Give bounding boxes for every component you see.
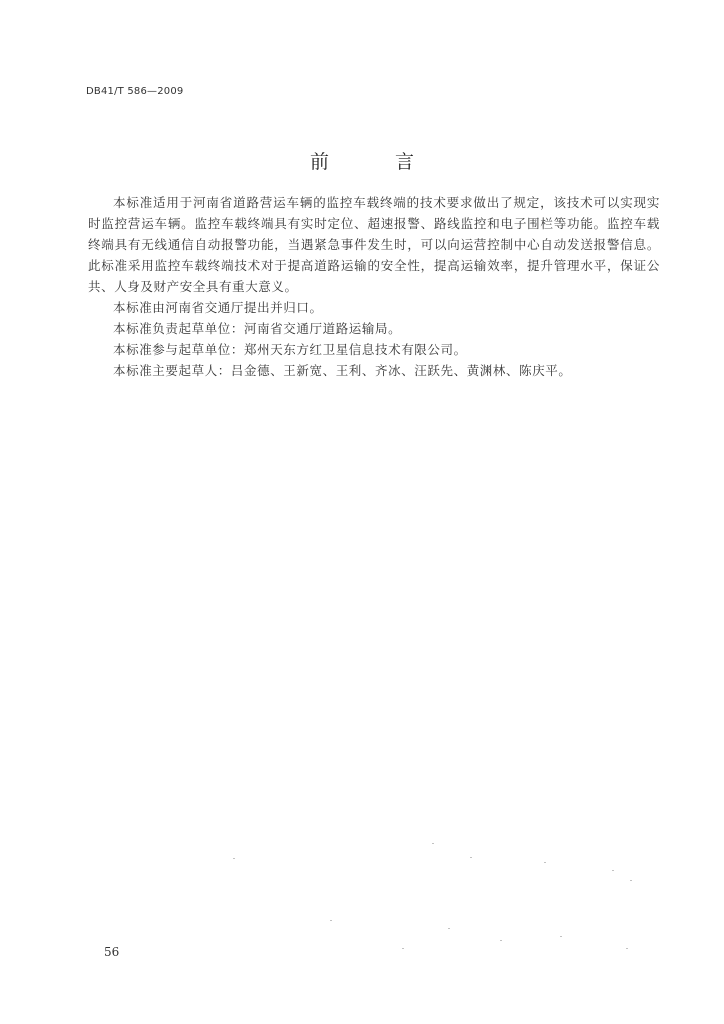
scan-speck (544, 862, 546, 863)
scan-speck (470, 857, 472, 858)
scan-speck (432, 843, 434, 844)
paragraph-scope: 本标准适用于河南省道路营运车辆的监控车载终端的技术要求做出了规定，该技术可以实现实时监控营运车辆。监控车载终端具有实时定位、超速报警、路线监控和电子围栏等功能。监控车载终端具有无线通信自动报警功能，当遇紧急事件发生时，可以向运营控制中心自动发送报警信息。此标准采用监控车载终端技术对于提高道路运输的安全性，提高运输效率，提升管理水平，保证公共、人身及财产安全具有重大意义。 (88, 195, 660, 294)
page-title: 前 言 (309, 151, 445, 173)
scan-speck (630, 880, 632, 881)
scan-speck (330, 920, 332, 921)
paragraph-drafting-unit: 本标准负责起草单位：河南省交通厅道路运输局。 (113, 321, 402, 336)
scan-speck (448, 928, 450, 929)
standard-code: DB41/T 586—2009 (86, 86, 184, 97)
scan-speck (233, 858, 235, 859)
scan-speck (612, 870, 614, 871)
page-number: 56 (104, 945, 120, 959)
foreword-body (88, 192, 660, 381)
scan-speck (626, 948, 628, 949)
scan-speck (402, 948, 404, 949)
scan-speck (500, 940, 502, 941)
paragraph-proposer: 本标准由河南省交通厅提出并归口。 (113, 300, 323, 315)
paragraph-participating-unit: 本标准参与起草单位：郑州天东方红卫星信息技术有限公司。 (113, 342, 467, 357)
scan-speck (560, 936, 562, 937)
paragraph-drafters: 本标准主要起草人：吕金德、王新宽、王利、齐冰、汪跃先、黄渊林、陈庆平。 (113, 363, 572, 378)
